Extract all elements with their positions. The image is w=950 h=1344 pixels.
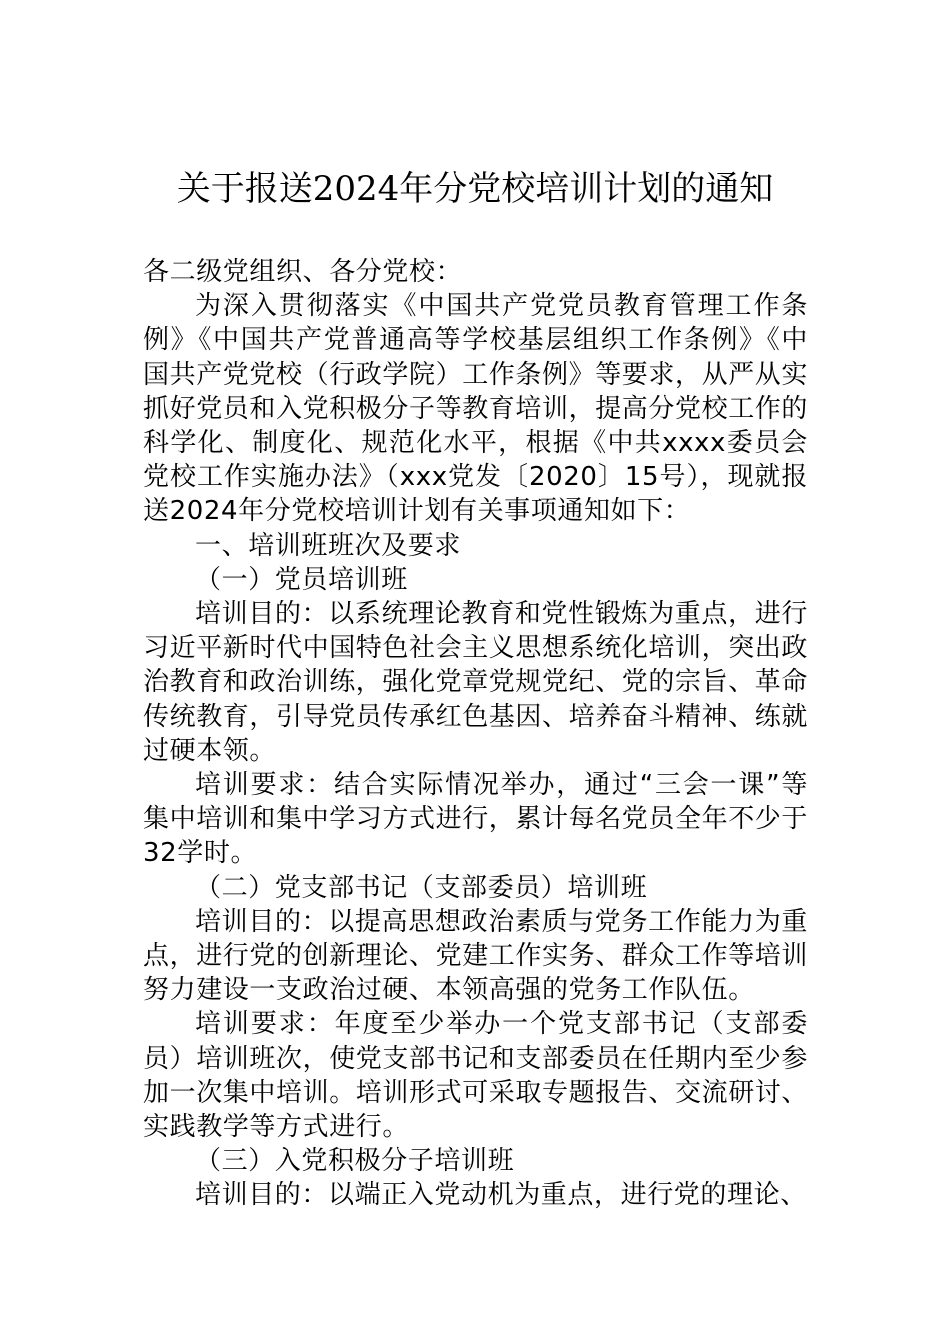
document-title: 关于报送2024年分党校培训计划的通知 <box>176 169 774 209</box>
paragraph: 培训要求：年度至少举办一个党支部书记（支部委员）培训班次，使党支部书记和支部委员在任期内至少参加一次集中培训。培训形式可采取专题报告、交流研讨、实践教学等方式进行。 <box>143 1009 809 1143</box>
salutation: 各二级党组织、各分党校： <box>143 257 463 287</box>
subsection-heading: （二）党支部书记（支部委员）培训班 <box>195 872 648 903</box>
paragraph: 培训目的：以端正入党动机为重点，进行党的理论、 <box>195 1180 807 1211</box>
paragraph-intro: 为深入贯彻落实《中国共产党党员教育管理工作条例》《中国共产党普通高等学校基层组织工作条例》《中国共产党党校（行政学院）工作条例》等要求，从严从实抓好党员和入党积极分子等教育培训，提高分党校工作的科学化、制度化、规范化水平，根据《中共xxxx委员会党校工作实施办法》（xxx党发〔2020〕15号），现就报送2024年分党校培训计划有关事项通知如下： <box>143 291 809 527</box>
section-heading: 一、培训班班次及要求 <box>195 530 462 561</box>
paragraph: 培训要求：结合实际情况举办，通过“三会一课”等集中培训和集中学习方式进行，累计每名党员全年不少于32学时。 <box>143 770 809 869</box>
subsection-heading: （一）党员培训班 <box>195 564 408 595</box>
subsection-heading: （三）入党积极分子培训班 <box>195 1146 515 1177</box>
document-body <box>143 255 808 1213</box>
paragraph: 培训目的：以系统理论教育和党性锻炼为重点，进行习近平新时代中国特色社会主义思想系统化培训，突出政治教育和政治训练，强化党章党规党纪、党的宗旨、革命传统教育，引导党员传承红色基因、培养奋斗精神、练就过硬本领。 <box>143 599 809 766</box>
paragraph: 培训目的：以提高思想政治素质与党务工作能力为重点，进行党的创新理论、党建工作实务、群众工作等培训努力建设一支政治过硬、本领高强的党务工作队伍。 <box>143 906 809 1006</box>
